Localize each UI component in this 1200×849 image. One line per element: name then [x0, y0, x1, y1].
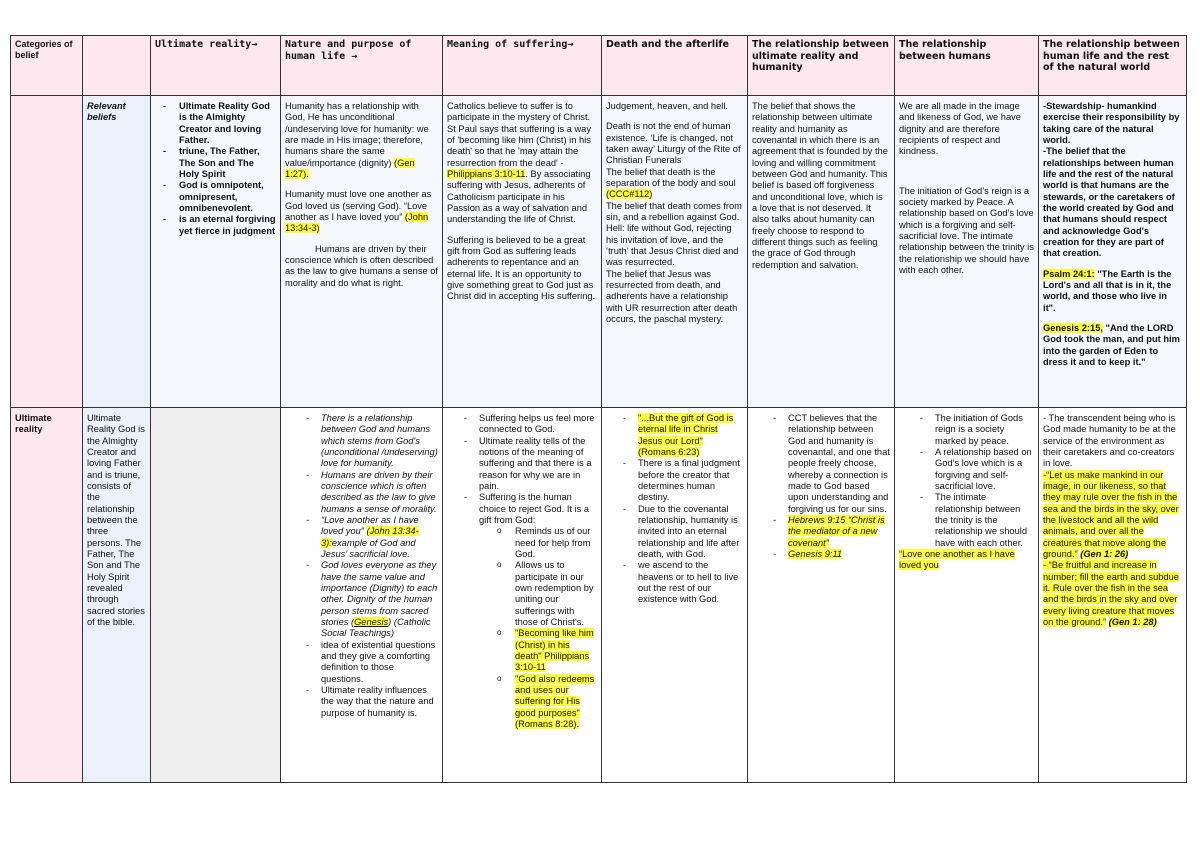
citation: Psalm 24:1:	[1043, 268, 1095, 279]
list-item: - There is a final judgment before the creator that determines human destiny.	[620, 458, 743, 503]
row1-rel-humans	[895, 96, 1039, 408]
list-item: - idea of existential questions and they give a comforting definition to those questions.	[303, 640, 438, 685]
paragraph: Humanity must love one another as God loved us (serving God). “Love another as I have loved you” (John 13:34-3)	[285, 189, 432, 234]
paragraph: Death is not the end of human existence. ‘Life is changed, not taken away’ Liturgy of the Rite of Christian Funerals	[606, 121, 741, 166]
row2-ultimate-reality	[151, 408, 281, 783]
paragraph: -Stewardship- humankind exercise their responsibility by taking care of the natural world.	[1043, 101, 1180, 145]
list-item: - God is omnipotent, omnipresent, omnibenevolent.	[155, 180, 276, 214]
row1-ultimate-reality	[151, 96, 281, 408]
row2-meaning-suffering	[443, 408, 602, 783]
paragraph: Suffering is believed to be a great gift from God as suffering leads adherents to repentance and an eternal life. It is an opportunity to give something great to God just as Christ did in accepting His suffering.	[447, 234, 596, 302]
row2-rel-ur-humanity	[748, 408, 895, 783]
paragraph: Hell: life without God, rejecting his invitation of love, and the ‘truth’ that Jesus Christ died and was resurrected.	[606, 223, 739, 268]
row2-category-cell	[11, 408, 83, 783]
sub-list-item: o "God also redeems and uses our suffering for His good purposes" (Romans 8:28).	[487, 674, 597, 731]
list-item: - is an eternal forgiving yet fierce in judgment	[155, 214, 276, 237]
paragraph: The initiation of God’s reign is a society marked by Peace. A relationship based on God’s love which is a forgiving and self-sacrificial love. The intimate relationship between the trinity is the relationship we should have with each other.	[899, 185, 1034, 275]
citation: (Gen 1:27).	[285, 157, 415, 179]
quote: “Love one another as I have loved you	[899, 548, 1015, 571]
header-categories: Categories of belief	[11, 36, 83, 96]
paragraph: Catholics believe to suffer is to participate in the mystery of Christ. St Paul says that suffering is a way of 'becoming like him (Christ) in his death' so that he 'may attain the resurrection from the dead' - Philippians 3:10-11. By associating suffering with Jesus, adherents of Catholicism participate in his Passion as a way of salvation and understanding the life of Christ.	[447, 101, 592, 225]
beliefs-table	[10, 35, 1187, 783]
list-item: - A relationship based on God’s love which is a forgiving and self-sacrificial love.	[917, 447, 1034, 492]
row-ultimate-reality	[11, 408, 1187, 783]
header-row	[11, 36, 1187, 96]
paragraph: Humanity has a relationship with God, He has unconditional /undeserving love for humanity: we are made in His image; therefore, humans share the same value/importance (dignity) (Gen 1:27).	[285, 101, 429, 179]
paragraph: Genesis 2:15, "And the LORD God took the man, and put him into the garden of Eden to dress it and to keep it."	[1043, 322, 1180, 367]
list-item: - triune, The Father, The Son and The Holy Spirit	[155, 146, 276, 180]
header-rel-humans: The relationship between humans	[895, 36, 1039, 96]
list-item: - "...But the gift of God is eternal life in Christ Jesus our Lord" (Romans 6:23)	[620, 413, 743, 458]
sub-list-item: o Allows us to participate in our own redemption by uniting our sufferings with those of Christ's.	[487, 560, 597, 628]
paragraph: -“Let us make mankind in our image, in our likeness, so that they may rule over the fish in the sea and the birds in the sky, over the livestock and all the wild animals, and over all the creatures that move along the ground.” (Gen 1: 26)	[1043, 469, 1179, 559]
sub-list-item: o Reminds us of our need for help from God.	[487, 526, 597, 560]
header-meaning-suffering: Meaning of suffering→	[443, 36, 602, 96]
paragraph: The belief that Jesus was resurrected from death, and adherents have a relationship with UR resurrection after death occurs, the paschal mystery.	[606, 268, 738, 324]
header-ultimate-reality: Ultimate reality→	[151, 36, 281, 96]
row1-label: Relevant beliefs	[87, 101, 126, 123]
list-item: - “Love another as I have loved you” (John 13:34-3):example of God and Jesus’ sacrificial love.	[303, 515, 438, 560]
header-rel-natural-world: The relationship between human life and the rest of the natural world	[1039, 36, 1187, 96]
paragraph: - “Be fruitful and increase in number; fill the earth and subdue it. Rule over the fish in the sea and the birds in the sky and over every living creature that moves on the ground.” (Gen 1: 28)	[1043, 560, 1179, 627]
row1-rel-ur-humanity	[748, 96, 895, 408]
list-item: - Due to the covenantal relationship, humanity is invited into an eternal relationship and life after death, with God.	[620, 504, 743, 561]
paragraph: We are all made in the image and likeness of God, we have dignity and are therefore recipients of respect and kindness.	[899, 101, 1021, 157]
row-relevant-beliefs	[11, 96, 1187, 408]
citation: Genesis	[354, 616, 389, 627]
citation: (John 13:34-3):	[321, 526, 419, 548]
header-nature-purpose: Nature and purpose of human life →	[281, 36, 443, 96]
header-death-afterlife: Death and the afterlife	[602, 36, 748, 96]
list-item: - Ultimate reality tells of the notions of the meaning of suffering and that there is a reason for why we are in pain.	[461, 436, 597, 493]
list-item: - CCT believes that the relationship between God and humanity is covenantal, and one that people freely choose, whereby a connection is made to God based upon understanding and forgiving us for our sins.	[770, 413, 890, 515]
paragraph: -The belief that the relationships between human life and the rest of the natural world is that humans are the stewards, or the caretakers of the world created by God and that humans should respect and acknowledge God's creation for they are part of that creation.	[1043, 146, 1175, 259]
list-item: - The initiation of Gods reign is a society marked by peace.	[917, 413, 1034, 447]
row2-ur-summary	[83, 408, 151, 783]
header-rel-ur-humanity: The relationship between ultimate reality and humanity	[748, 36, 895, 96]
paragraph: Judgement, heaven, and hell.	[606, 101, 728, 111]
list-item: - God loves everyone as they have the same value and importance (Dignity) to each other. Dignity of the human person stems from sacred stories (Genesis) (Catholic Social Teachings)	[303, 560, 438, 639]
paragraph: The belief that shows the relationship between ultimate reality and humanity as covenantal in which there is an agreement that is founded by the loving and willing commitment between God and humanity. This belief is based off forgiveness and unconditional love, which is a love that is not deserved. It also talks about humanity can freely choose to respond to different things such as feeling the grace of God through redemption and salvation.	[752, 101, 888, 270]
list-item: - Ultimate Reality God is the Almighty Creator and loving Father.	[155, 101, 276, 146]
citation: (Gen 1: 26)	[1080, 548, 1129, 559]
paragraph: Psalm 24:1: "The Earth is the Lord's and all that is in it, the world, and those who live in it".	[1043, 268, 1172, 313]
list-item: - Humans are driven by their conscience which is often described as the law to give humans a sense of morality.	[303, 470, 438, 515]
paragraph: The belief that death comes from sin, and a rebellion against God.	[606, 200, 742, 222]
row1-death-afterlife	[602, 96, 748, 408]
list-item: - Hebrews 9:15 “Christ is the mediator of a new covenant”	[770, 515, 890, 549]
row1-nature-purpose	[281, 96, 443, 408]
list-item: - There is a relationship between God and humans which stems from God's (unconditional /undeserving) love for humanity.	[303, 413, 438, 470]
row1-category-cell	[11, 96, 83, 408]
row1-label-cell	[83, 96, 151, 408]
row2-label: Ultimate reality	[15, 413, 52, 435]
paragraph: Humans are driven by their conscience which is often described as the law to give humans a sense of morality and do what is right.	[285, 243, 438, 288]
citation: (John 13:34-3)	[285, 211, 429, 234]
list-item: - Suffering helps us feel more connected to God.	[461, 413, 597, 436]
list-item: - The intimate relationship between the trinity is the relationship we should have with each other.	[917, 492, 1034, 549]
row1-meaning-suffering	[443, 96, 602, 408]
citation: (CCC#112)	[606, 189, 653, 200]
row2-rel-natural-world	[1039, 408, 1187, 783]
list-item: - Suffering is the human choice to reject God. It is a gift from God: o Reminds us of our need for help from God. o Allows us to participate in our own redemption by uniting our sufferings with those of Christ's. o "Becoming like him (Christ) in his death" Philippians 3:10-11 o "God also redeems and uses our suffering for His good purposes" (Romans 8:28).	[461, 492, 597, 730]
sub-list-item: o "Becoming like him (Christ) in his death" Philippians 3:10-11	[487, 628, 597, 673]
paragraph: - The transcendent being who is God made humanity to be at the service of the environment as their caretakers and co-creators in love.	[1043, 413, 1176, 469]
paragraph: Ultimate Reality God is the Almighty Creator and loving Father and is triune, consists of the relationship between the three persons. The Father, The Son and The Holy Spirit revealed through sacred stories of the bible.	[87, 413, 145, 627]
row2-rel-humans	[895, 408, 1039, 783]
row2-death-afterlife	[602, 408, 748, 783]
citation: Genesis 2:15,	[1043, 322, 1103, 333]
paragraph: The belief that death is the separation of the body and soul (CCC#112)	[606, 166, 736, 200]
header-blank	[83, 36, 151, 96]
row1-rel-natural-world	[1039, 96, 1187, 408]
list-item: - we ascend to the heavens or to hell to live out the rest of our existence with God.	[620, 560, 743, 605]
list-item: - Ultimate reality influences the way that the nature and purpose of humanity is.	[303, 685, 438, 719]
citation: Philippians 3:10-11	[447, 168, 526, 179]
list-item: - Genesis 9:11	[770, 549, 890, 560]
row2-nature-purpose	[281, 408, 443, 783]
citation: (Gen 1: 28)	[1108, 616, 1157, 627]
